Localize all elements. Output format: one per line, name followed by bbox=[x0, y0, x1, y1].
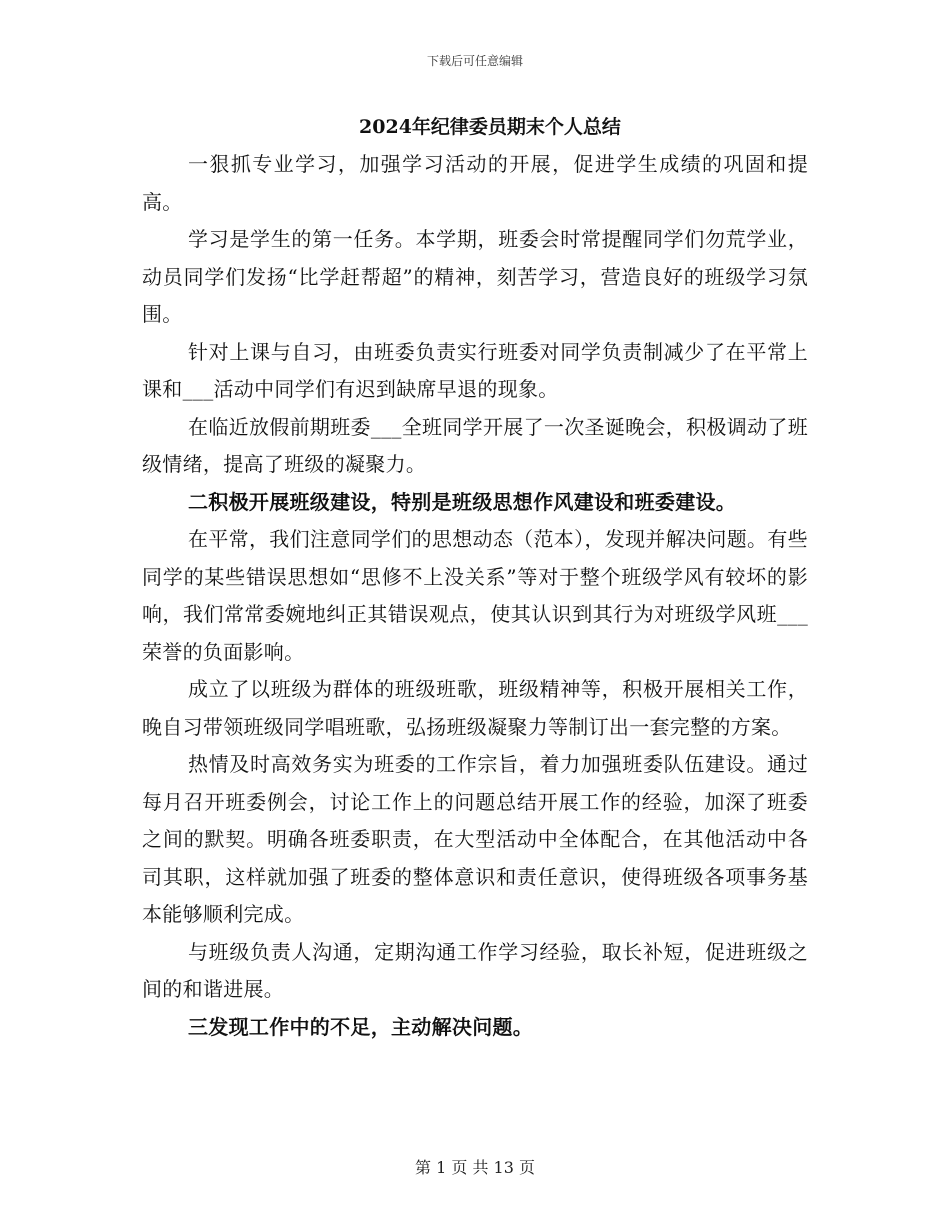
header-note: 下载后可任意编辑 bbox=[426, 54, 523, 68]
section-heading-3: 三发现工作中的不足，主动解决问题。 bbox=[188, 1014, 534, 1039]
paragraph: 在平常，我们注意同学们的思想动态（范本），发现并解决问题。有些同学的某些错误思想如“思修不上没关系”等对于整个班级学风有较坏的影响，我们常常委婉地纠正其错误观点，使其认识到其行为对班级学风班___荣誉的负面影响。 bbox=[142, 527, 808, 664]
paragraph: 针对上课与自习，由班委负责实行班委对同学负责制减少了在平常上课和___活动中同学们有迟到缺席早退的现象。 bbox=[142, 339, 808, 401]
section-heading-2: 二积极开展班级建设，特别是班级思想作风建设和班委建设。 bbox=[188, 489, 737, 514]
paragraph: 成立了以班级为群体的班级班歌，班级精神等，积极开展相关工作，晚自习带领班级同学唱班歌，弘扬班级凝聚力等制订出一套完整的方案。 bbox=[142, 677, 808, 739]
paragraph: 学习是学生的第一任务。本学期，班委会时常提醒同学们勿荒学业，动员同学们发扬“比学赶帮超”的精神，刻苦学习，营造良好的班级学习氛围。 bbox=[142, 227, 808, 326]
document-title: 2024年纪律委员期末个人总结 bbox=[359, 116, 621, 138]
paragraph: 热情及时高效务实为班委的工作宗旨，着力加强班委队伍建设。通过每月召开班委例会，讨论工作上的问题总结开展工作的经验，加深了班委之间的默契。明确各班委职责，在大型活动中全体配合，在其他活动中各司其职，这样就加强了班委的整体意识和责任意识，使得班级各项事务基本能够顺利完成。 bbox=[142, 752, 808, 926]
page-number: 第 1 页 共 13 页 bbox=[415, 1158, 535, 1177]
paragraph: 与班级负责人沟通，定期沟通工作学习经验，取长补短，促进班级之间的和谐进展。 bbox=[142, 939, 808, 1001]
paragraph: 一狠抓专业学习，加强学习活动的开展，促进学生成绩的巩固和提高。 bbox=[142, 152, 808, 214]
paragraph: 在临近放假前期班委___全班同学开展了一次圣诞晚会，积极调动了班级情绪，提高了班级的凝聚力。 bbox=[142, 414, 808, 476]
document-body bbox=[142, 108, 808, 1046]
